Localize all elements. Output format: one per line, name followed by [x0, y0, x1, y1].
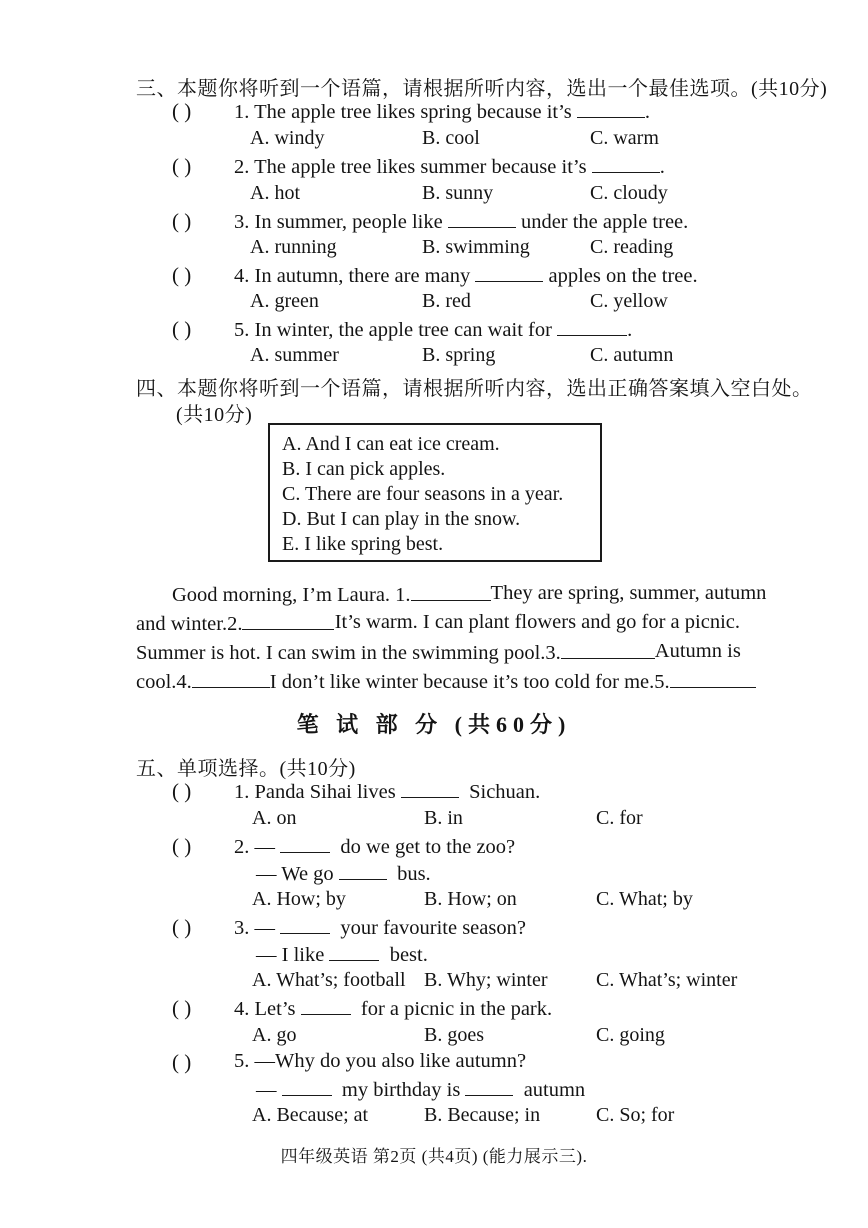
answer-paren[interactable]: ( ): [172, 1050, 192, 1074]
written-test-title: 笔 试 部 分 (共60分): [296, 712, 572, 737]
option-a: A. on: [252, 807, 297, 829]
option-b: B. Because; in: [424, 1104, 541, 1126]
section4-points: (共10分): [176, 404, 253, 426]
section5-title: 五、单项选择。(共10分): [136, 758, 356, 780]
question-stem: 4. In autumn, there are many apples on the tree.: [234, 265, 698, 287]
option-c: C. So; for: [596, 1104, 675, 1126]
answer-blank[interactable]: [448, 209, 516, 228]
answer-blank[interactable]: [280, 915, 330, 934]
answer-paren[interactable]: ( ): [172, 317, 192, 341]
question-line-2: — I like best.: [256, 944, 428, 966]
box-option-d: D. But I can play in the snow.: [282, 508, 521, 530]
question-line-2: — We go bus.: [256, 863, 431, 885]
option-a: A. go: [252, 1024, 297, 1046]
answer-paren[interactable]: ( ): [172, 209, 192, 233]
option-b: B. sunny: [422, 182, 494, 204]
question-stem: 5. —Why do you also like autumn?: [234, 1050, 527, 1072]
answer-blank[interactable]: [592, 154, 660, 173]
option-a: A. How; by: [252, 888, 346, 910]
answer-paren[interactable]: ( ): [172, 915, 192, 939]
page-footer: 四年级英语 第2页 (共4页) (能力展示三).: [280, 1147, 588, 1166]
option-a: A. running: [250, 236, 337, 258]
option-c: C. warm: [590, 127, 659, 149]
option-a: A. green: [250, 290, 319, 312]
question-stem: 3. In summer, people like under the apple tree.: [234, 211, 689, 233]
passage-blank-4[interactable]: [192, 669, 270, 688]
answer-blank[interactable]: [465, 1077, 513, 1096]
option-a: A. summer: [250, 344, 339, 366]
option-b: B. red: [422, 290, 471, 312]
option-c: C. going: [596, 1024, 665, 1046]
option-b: B. cool: [422, 127, 480, 149]
answer-paren[interactable]: ( ): [172, 996, 192, 1020]
question-stem: 3. — your favourite season?: [234, 917, 526, 939]
passage-blank-2[interactable]: [242, 611, 334, 630]
section4-title: 四、本题你将听到一个语篇，请根据所听内容，选出正确答案填入空白处。: [136, 378, 813, 400]
answer-blank[interactable]: [280, 834, 330, 853]
box-option-e: E. I like spring best.: [282, 533, 444, 555]
option-b: B. spring: [422, 344, 496, 366]
box-option-b: B. I can pick apples.: [282, 458, 446, 480]
box-option-a: A. And I can eat ice cream.: [282, 433, 500, 455]
option-b: B. goes: [424, 1024, 484, 1046]
option-a: A. windy: [250, 127, 325, 149]
option-c: C. reading: [590, 236, 674, 258]
option-b: B. swimming: [422, 236, 530, 258]
question-stem: 2. — do we get to the zoo?: [234, 836, 516, 858]
answer-paren[interactable]: ( ): [172, 834, 192, 858]
question-stem: 4. Let’s for a picnic in the park.: [234, 998, 553, 1020]
passage-blank-3[interactable]: [561, 640, 655, 659]
question-line-2: — my birthday is autumn: [256, 1079, 586, 1101]
option-b: B. Why; winter: [424, 969, 548, 991]
answer-paren[interactable]: ( ): [172, 779, 192, 803]
option-a: A. What’s; football: [252, 969, 406, 991]
answer-blank[interactable]: [475, 263, 543, 282]
option-c: C. What’s; winter: [596, 969, 738, 991]
question-stem: 2. The apple tree likes summer because it’s .: [234, 156, 665, 178]
answer-blank[interactable]: [577, 99, 645, 118]
option-c: C. autumn: [590, 344, 674, 366]
option-a: A. hot: [250, 182, 300, 204]
passage-blank-5[interactable]: [670, 669, 756, 688]
option-b: B. How; on: [424, 888, 517, 910]
answer-blank[interactable]: [282, 1077, 332, 1096]
option-c: C. What; by: [596, 888, 693, 910]
section3-title: 三、本题你将听到一个语篇，请根据所听内容，选出一个最佳选项。(共10分): [136, 78, 828, 100]
answer-paren[interactable]: ( ): [172, 154, 192, 178]
passage-blank-1[interactable]: [411, 582, 491, 601]
answer-blank[interactable]: [557, 317, 627, 336]
answer-paren[interactable]: ( ): [172, 99, 192, 123]
answer-blank[interactable]: [401, 779, 459, 798]
question-stem: 5. In winter, the apple tree can wait for .: [234, 319, 633, 341]
question-stem: 1. The apple tree likes spring because it’s .: [234, 101, 651, 123]
option-b: B. in: [424, 807, 463, 829]
option-a: A. Because; at: [252, 1104, 369, 1126]
option-c: C. yellow: [590, 290, 668, 312]
question-stem: 1. Panda Sihai lives Sichuan.: [234, 781, 541, 803]
option-c: C. for: [596, 807, 643, 829]
box-option-c: C. There are four seasons in a year.: [282, 483, 564, 505]
answer-blank[interactable]: [339, 861, 387, 880]
answer-blank[interactable]: [301, 996, 351, 1015]
options-box: [268, 423, 602, 562]
answer-paren[interactable]: ( ): [172, 263, 192, 287]
answer-blank[interactable]: [329, 942, 379, 961]
option-c: C. cloudy: [590, 182, 668, 204]
